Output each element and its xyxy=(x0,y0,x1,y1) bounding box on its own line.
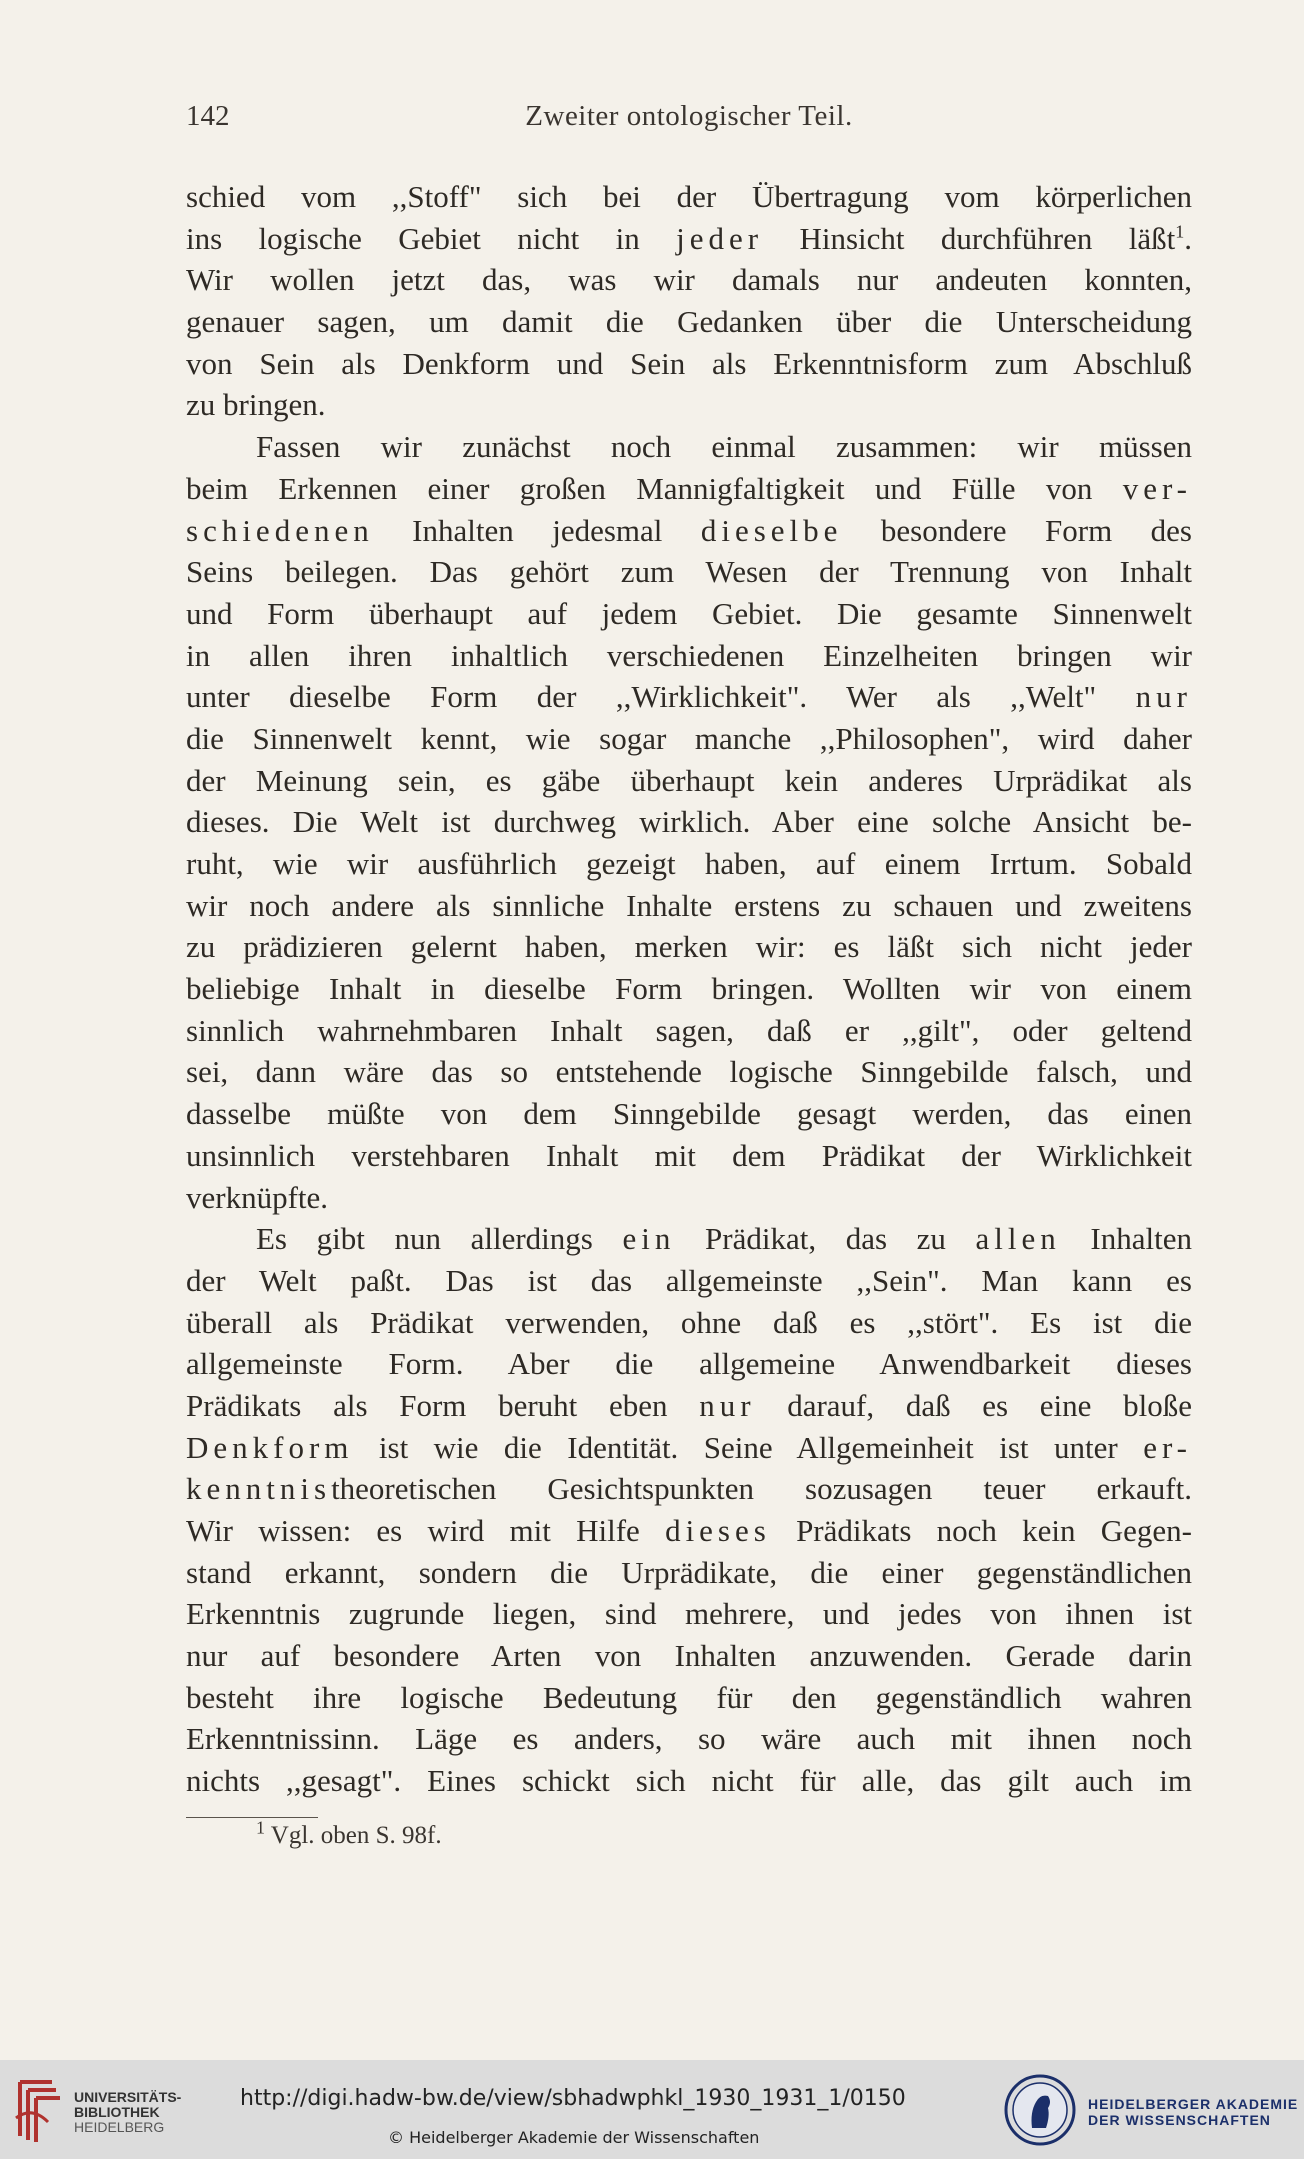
text-line: Fassen wir zunächst noch einmal zusammen: wir müssen xyxy=(256,429,1192,465)
academy-name: HEIDELBERGER AKADEMIE DER WISSENSCHAFTEN xyxy=(1088,2096,1299,2128)
text-line: dieses. Die Welt ist durchweg wirklich. Aber eine solche Ansicht be- xyxy=(186,804,1192,840)
footnote xyxy=(256,1817,442,1850)
spaced-emphasis: dieses xyxy=(665,1513,771,1548)
page-number: 142 xyxy=(186,100,230,132)
footnote-rule xyxy=(186,1817,318,1818)
text-line: schiedenen Inhalten jedesmal dieselbe besondere Form des xyxy=(186,512,1192,548)
academy-seal-icon xyxy=(1002,2072,1078,2148)
text-line: verknüpfte. xyxy=(186,1179,329,1215)
text-line: schied vom ,,Stoff" sich bei der Übertragung vom körperlichen xyxy=(186,179,1192,214)
text-line: genauer sagen, um damit die Gedanken über die Unterscheidung xyxy=(186,304,1192,340)
text-line: zu bringen. xyxy=(186,387,326,423)
viewer-footer-bar xyxy=(0,2060,1304,2159)
text-line: Es gibt nun allerdings ein Prädikat, das zu allen Inhalten xyxy=(256,1221,1192,1257)
spaced-emphasis: schiedenen xyxy=(186,512,374,548)
spaced-emphasis: ein xyxy=(622,1221,676,1257)
footnote-ref: 1 xyxy=(1175,221,1185,242)
text-line: und Form überhaupt auf jedem Gebiet. Die gesamte Sinnenwelt xyxy=(186,595,1192,631)
permalink-url[interactable]: http://digi.hadw-bw.de/view/sbhadwphkl_1930_1931_1/0150 xyxy=(240,2086,906,2111)
spaced-emphasis: dieselbe xyxy=(700,512,843,548)
text-line: beim Erkennen einer großen Mannigfaltigkeit und Fülle von ver- xyxy=(186,470,1192,506)
text-line: dasselbe müßte von dem Sinngebilde gesagt werden, das einen xyxy=(186,1096,1192,1132)
spaced-emphasis: nur xyxy=(699,1387,756,1423)
spaced-emphasis: er- xyxy=(1143,1429,1192,1465)
footnote-marker: 1 xyxy=(256,1817,265,1838)
text-line: sinnlich wahrnehmbaren Inhalt sagen, daß er ,,gilt", oder geltend xyxy=(186,1012,1192,1048)
text-line: Wir wollen jetzt das, was wir damals nur andeuten konnten, xyxy=(186,262,1192,298)
footnote-text: Vgl. oben S. 98f. xyxy=(265,1822,442,1849)
text-line: ins logische Gebiet nicht in jeder Hinsicht durchführen läßt$^1$. xyxy=(186,220,1192,256)
text-line: unsinnlich verstehbaren Inhalt mit dem Prädikat der Wirklichkeit xyxy=(186,1137,1192,1173)
copyright-notice: © Heidelberger Akademie der Wissenschaften xyxy=(388,2128,760,2147)
text-line: zu prädizieren gelernt haben, merken wir: es läßt sich nicht jeder xyxy=(186,929,1192,965)
text-line: Erkenntnissinn. Läge es anders, so wäre auch mit ihnen noch xyxy=(186,1721,1192,1757)
page-header xyxy=(186,100,1192,140)
spaced-emphasis: nur xyxy=(1135,679,1192,715)
text-line: die Sinnenwelt kennt, wie sogar manche ,,Philosophen", wird daher xyxy=(186,720,1192,756)
text-line: stand erkannt, sondern die Urprädikate, die einer gegenständlichen xyxy=(186,1554,1192,1590)
text-line: nur auf besondere Arten von Inhalten anzuwenden. Gerade darin xyxy=(186,1638,1192,1674)
text-line: Wir wissen: es wird mit Hilfe dieses Prädikats noch kein Gegen- xyxy=(186,1513,1192,1548)
spaced-emphasis: Denkform xyxy=(186,1429,354,1465)
text-line: kenntnistheoretischen Gesichtspunkten sozusagen teuer erkauft. xyxy=(186,1471,1192,1507)
text-line: wir noch andere als sinnliche Inhalte erstens zu schauen und zweitens xyxy=(186,887,1192,923)
text-line: nichts ,,gesagt". Eines schickt sich nicht für alle, das gilt auch im xyxy=(186,1763,1192,1799)
spaced-emphasis: jeder xyxy=(676,220,764,256)
text-line: Seins beilegen. Das gehört zum Wesen der Trennung von Inhalt xyxy=(186,554,1192,590)
text-line: überall als Prädikat verwenden, ohne daß es ,,stört". Es ist die xyxy=(186,1304,1192,1340)
text-line: unter dieselbe Form der ,,Wirklichkeit". Wer als ,,Welt" nur xyxy=(186,679,1192,715)
text-line: beliebige Inhalt in dieselbe Form bringen. Wollten wir von einem xyxy=(186,971,1192,1007)
text-line: ruht, wie wir ausführlich gezeigt haben, auf einem Irrtum. Sobald xyxy=(186,846,1192,881)
text-line: der Meinung sein, es gäbe überhaupt kein anderes Urprädikat als xyxy=(186,762,1192,798)
spaced-emphasis: allen xyxy=(975,1221,1061,1257)
body-text xyxy=(186,176,1192,1802)
text-line: der Welt paßt. Das ist das allgemeinste ,,Sein". Man kann es xyxy=(186,1262,1192,1298)
text-line: in allen ihren inhaltlich verschiedenen Einzelheiten bringen wir xyxy=(186,637,1192,673)
text-line: Prädikats als Form beruht eben nur darauf, daß es eine bloße xyxy=(186,1387,1192,1423)
spaced-emphasis: kenntnis xyxy=(186,1471,332,1507)
text-line: allgemeinste Form. Aber die allgemeine Anwendbarkeit dieses xyxy=(186,1346,1192,1382)
text-line: Denkform ist wie die Identität. Seine Allgemeinheit ist unter er- xyxy=(186,1429,1192,1465)
university-library-name: UNIVERSITÄTS- BIBLIOTHEK HEIDELBERG xyxy=(74,2089,182,2135)
text-line: besteht ihre logische Bedeutung für den gegenständlich wahren xyxy=(186,1679,1192,1715)
text-line: sei, dann wäre das so entstehende logische Sinngebilde falsch, und xyxy=(186,1054,1192,1090)
running-title: Zweiter ontologischer Teil. xyxy=(525,100,853,132)
university-library-logo-icon xyxy=(12,2078,64,2144)
spaced-emphasis: ver- xyxy=(1122,470,1192,506)
text-line: von Sein als Denkform und Sein als Erkenntnisform zum Abschluß xyxy=(186,345,1192,381)
text-line: Erkenntnis zugrunde liegen, sind mehrere, und jedes von ihnen ist xyxy=(186,1596,1192,1632)
